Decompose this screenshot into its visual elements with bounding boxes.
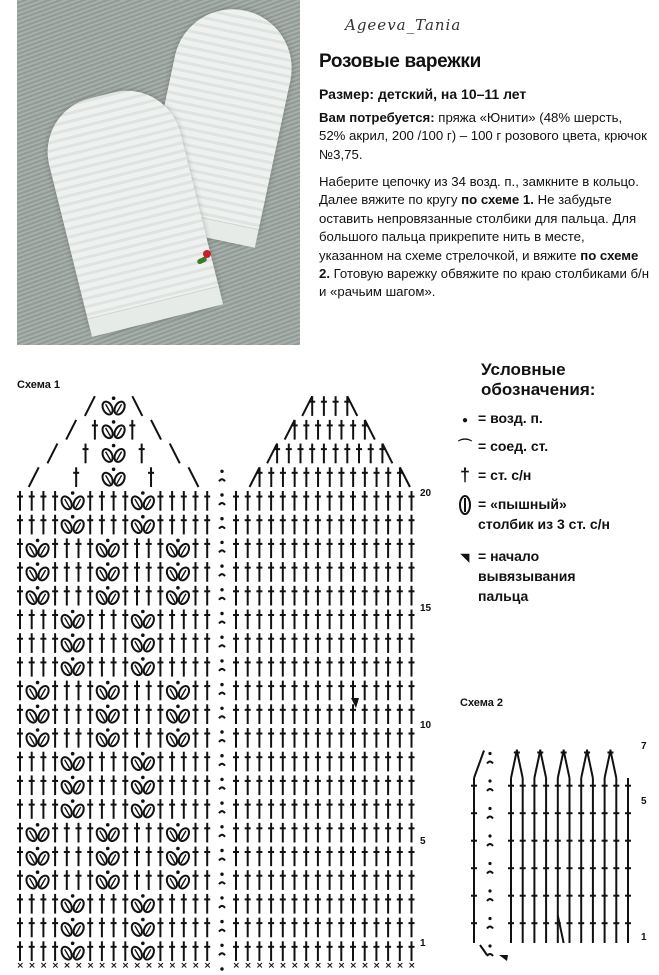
- legend-text: = соед. ст.: [478, 438, 549, 454]
- schema1-row-5: 5: [420, 836, 426, 847]
- instr-part: Не забудьте оставить непровязанные столбики для пальца. Для большого пальца прикрепите нить в месте, указанном на схеме стрелочкой, и вяжите: [319, 192, 637, 263]
- svg-text:×: ×: [75, 961, 83, 971]
- size-line: Размер: детский, на 10–11 лет: [319, 86, 527, 102]
- schema1-row-15: 15: [420, 603, 432, 614]
- legend-text-line: = начало: [478, 548, 540, 564]
- svg-text:×: ×: [203, 961, 212, 971]
- svg-text:×: ×: [156, 961, 165, 971]
- slip-stitch-arc-icon: ⌒: [458, 438, 472, 454]
- svg-text:×: ×: [244, 961, 252, 971]
- svg-text:×: ×: [192, 961, 200, 971]
- svg-text:×: ×: [302, 961, 311, 971]
- legend-text-line: столбик из 3 ст. с/н: [478, 516, 610, 532]
- svg-text:×: ×: [267, 961, 276, 971]
- instr-scheme1-ref: по схеме 1.: [461, 192, 534, 208]
- thumb-start-arrow-icon: ◥: [460, 552, 470, 564]
- schema2-row-1: 1: [641, 932, 647, 943]
- svg-text:×: ×: [291, 961, 299, 971]
- svg-text:×: ×: [372, 961, 381, 971]
- svg-text:×: ×: [349, 961, 358, 971]
- legend-title-line2: обозначения:: [481, 380, 596, 399]
- svg-text:×: ×: [145, 961, 153, 971]
- svg-text:×: ×: [39, 961, 48, 971]
- svg-text:×: ×: [16, 961, 25, 971]
- legend-text-line: пальца: [478, 588, 529, 604]
- svg-text:×: ×: [361, 961, 369, 971]
- schema1-row-10: 10: [420, 720, 432, 731]
- svg-text:×: ×: [384, 961, 393, 971]
- legend-text-line: вывязывания: [478, 568, 576, 584]
- schema2-row-7: 7: [641, 741, 647, 752]
- svg-text:×: ×: [232, 961, 241, 971]
- svg-text:×: ×: [28, 961, 36, 971]
- legend-text: = ст. с/н: [478, 467, 532, 483]
- svg-text:×: ×: [110, 961, 118, 971]
- chain-dot-icon: ●: [461, 415, 469, 426]
- schema1-row-20: 20: [420, 488, 432, 499]
- svg-text:×: ×: [98, 961, 106, 971]
- legend-title-line1: Условные: [481, 360, 566, 379]
- instr-scheme2-ref: по схеме 2.: [319, 247, 639, 282]
- svg-text:×: ×: [121, 961, 130, 971]
- article-title: Розовые варежки: [319, 51, 481, 72]
- svg-text:×: ×: [51, 961, 60, 971]
- instr-part: Наберите цепочку из 34 возд. п., замкните в кольцо. Далее вяжите по кругу: [319, 174, 639, 208]
- double-crochet-icon: †: [459, 465, 470, 485]
- legend-text-line: = «пышный»: [478, 496, 567, 512]
- svg-text:×: ×: [255, 961, 264, 971]
- legend-text: = возд. п.: [478, 410, 543, 426]
- svg-text:×: ×: [168, 961, 177, 971]
- schema1-row-1: 1: [420, 938, 426, 949]
- svg-text:×: ×: [408, 961, 416, 971]
- schema2-label: Схема 2: [460, 697, 504, 709]
- schema2-row-5: 5: [641, 796, 647, 807]
- instr-part: Готовую варежку обвяжите по краю столбиками б/н и «рачьим шагом».: [319, 266, 649, 300]
- watermark: Ageeva_Tania: [345, 16, 462, 34]
- materials-text: пряжа «Юнити» (48% шерсть, 52% акрил, 200 /100 г) – 100 г розового цвета, крючок №3,75.: [319, 110, 647, 162]
- svg-text:×: ×: [133, 961, 142, 971]
- svg-text:×: ×: [180, 961, 188, 971]
- materials-label: Вам потребуется:: [319, 110, 435, 125]
- svg-text:×: ×: [396, 961, 404, 971]
- svg-text:×: ×: [86, 961, 95, 971]
- svg-text:×: ×: [337, 961, 346, 971]
- schema1-label: Схема 1: [17, 379, 61, 391]
- svg-text:×: ×: [279, 961, 287, 971]
- svg-text:×: ×: [63, 961, 71, 971]
- svg-text:×: ×: [314, 961, 322, 971]
- svg-text:×: ×: [326, 961, 334, 971]
